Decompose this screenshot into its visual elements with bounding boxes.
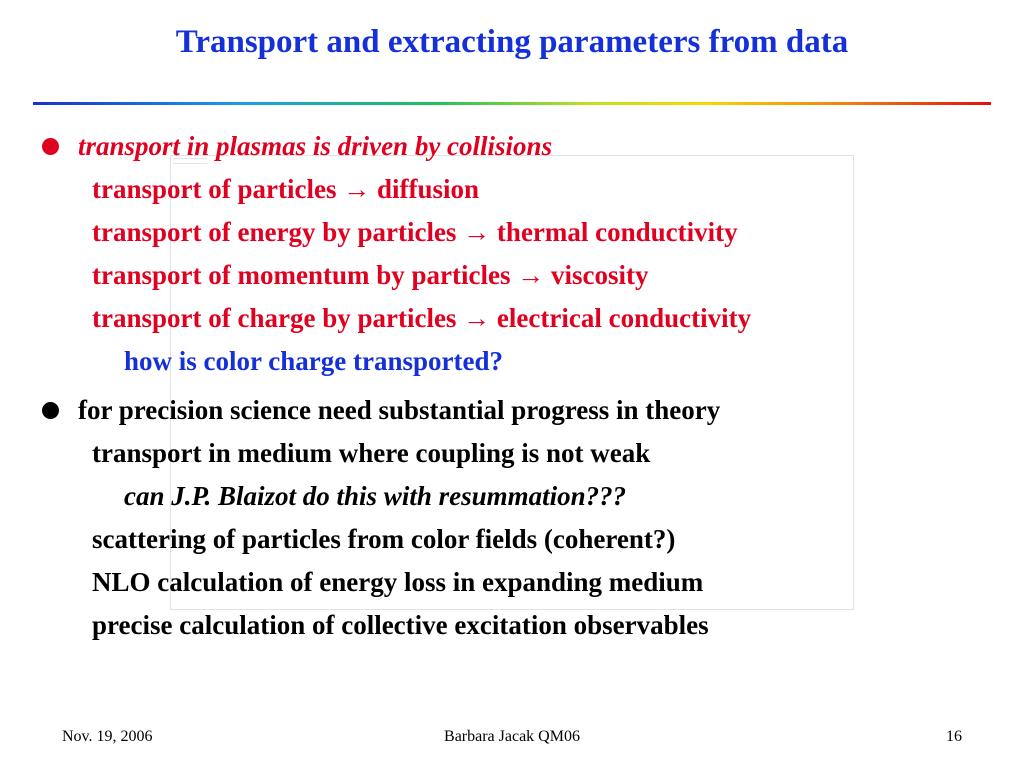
bullet-circle-icon	[42, 402, 59, 419]
section1-item: transport of energy by particles → thermal conductivity	[92, 217, 738, 247]
section2-heading: for precision science need substantial progress in theory	[78, 395, 721, 425]
section1-subnote: how is color charge transported?	[124, 346, 503, 376]
section1-item: transport of momentum by particles → viscosity	[92, 260, 649, 290]
rainbow-divider	[33, 102, 991, 105]
section2-item: transport in medium where coupling is not weak	[92, 438, 651, 468]
footer-page-number: 16	[946, 728, 962, 745]
section1-heading: transport in plasmas is driven by collisions	[78, 131, 553, 161]
bullet-circle-icon	[42, 138, 59, 155]
section2-item: NLO calculation of energy loss in expanding medium	[92, 567, 704, 597]
footer-author: Barbara Jacak QM06	[444, 728, 580, 745]
section2-item-italic: can J.P. Blaizot do this with resummation???	[124, 481, 627, 511]
section2-item: precise calculation of collective excitation observables	[92, 610, 709, 640]
section1-item: transport of particles → diffusion	[92, 174, 479, 204]
slide-title: Transport and extracting parameters from data	[175, 24, 849, 60]
footer-date: Nov. 19, 2006	[62, 728, 153, 745]
section1-item: transport of charge by particles → electrical conductivity	[92, 303, 752, 333]
section2-item: scattering of particles from color fields (coherent?)	[92, 524, 676, 554]
